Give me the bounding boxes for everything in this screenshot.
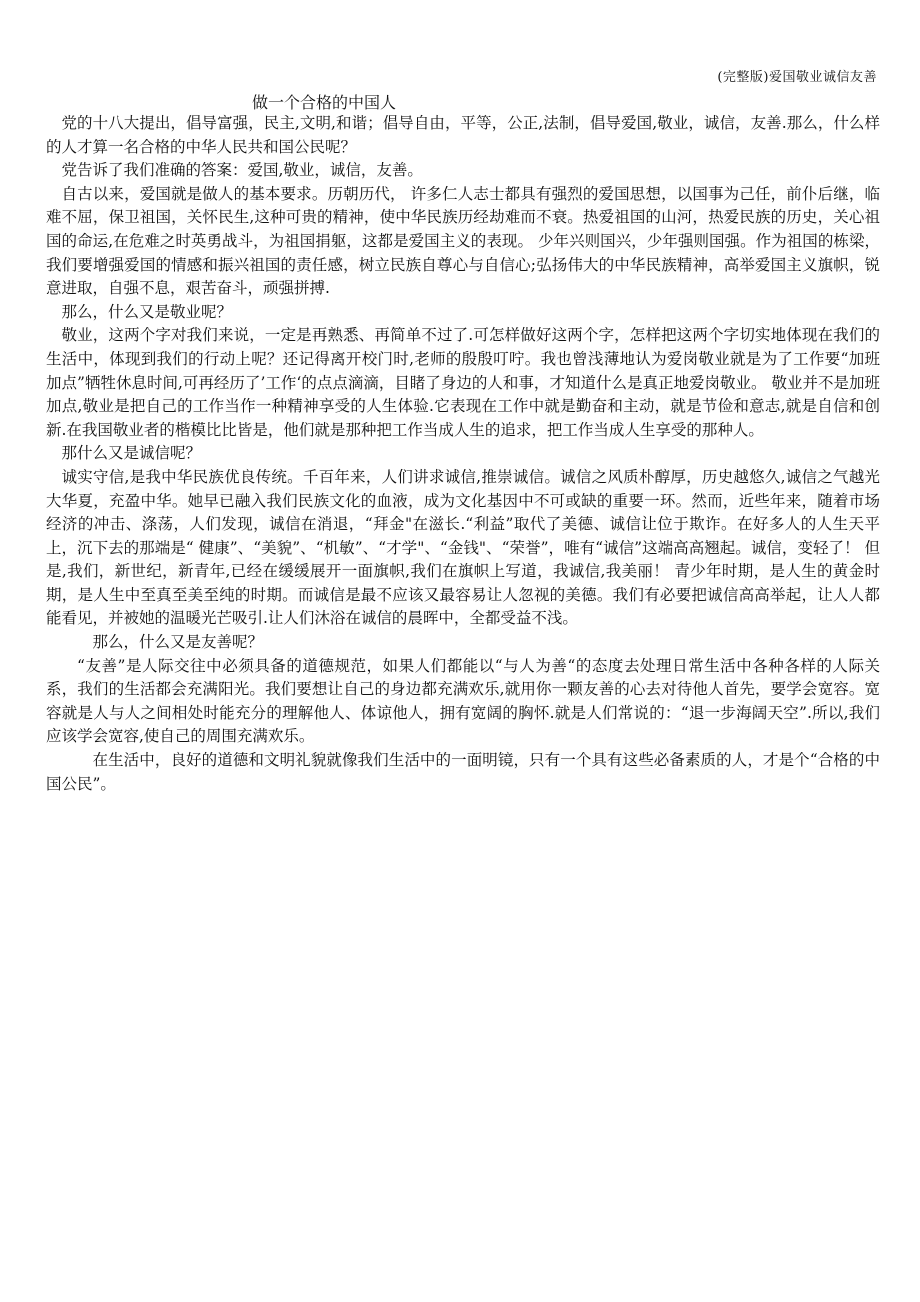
question-integrity: 那什么又是诚信呢？: [61, 444, 202, 463]
paragraph-friendliness: “友善”是人际交往中必须具备的道德规范，如果人们都能以“与人为善“的态度去处理日常生活中各种各样的人际关系，我们的生活都会充满阳光。我们要想让自己的身边都充满欢乐,就用你一颗友善的心去对待他人首先，要学会宽容。宽容就是人与人之间相处时能充分的理解他人、体谅他人，拥有宽阔的胸怀.就是人们常说的：“退一步海阔天空”.所以,我们应该学会宽容,使自己的周围充满欢乐。: [46, 656, 880, 746]
paragraph-integrity: 诚实守信,是我中华民族优良传统。千百年来，人们讲求诚信,推崇诚信。诚信之风质朴醇厚，历史越悠久,诚信之气越光大华夏，充盈中华。她早已融入我们民族文化的血液，成为文化基因中不可或缺的重要一环。然而，近些年来，随着市场经济的冲击、涤荡，人们发现，诚信在消退，“拜金"在滋长.“利益”取代了美德、诚信让位于欺诈。在好多人的人生天平上，沉下去的那端是“ 健康”、“美貌”、“机敏”、“才学"、“金钱"、“荣誉”，唯有“诚信”这端高高翘起。诚信，变轻了！ 但是,我们，新世纪，新青年,已经在缓缓展开一面旗帜,我们在旗帜上写道，我诚信,我美丽！ 青少年时期，是人生的黄金时期，是人生中至真至美至纯的时期。而诚信是最不应该又最容易让人忽视的美德。我们有必要把诚信高高举起，让人人都能看见，并被她的温暖光芒吸引.让人们沐浴在诚信的晨晖中，全都受益不浅。: [46, 467, 880, 628]
paragraph-conclusion: 在生活中，良好的道德和文明礼貌就像我们生活中的一面明镜，只有一个具有这些必备素质的人，才是个“合格的中国公民”。: [46, 751, 880, 793]
paragraph-dedication: 敬业，这两个字对我们来说，一定是再熟悉、再简单不过了.可怎样做好这两个字，怎样把这两个字切实地体现在我们的生活中，体现到我们的行动上呢？还记得离开校门时,老师的殷殷叮咛。我也曾浅薄地认为爱岗敬业就是为了工作要“加班加点”牺牲休息时间,可再经历了’工作‘的点点滴滴，目睹了身边的人和事，才知道什么是真正地爱岗敬业。 敬业并不是加班加点,敬业是把自己的工作当作一种精神享受的人生体验.它表现在工作中就是勤奋和主动，就是节俭和意志,就是自信和创新.在我国敬业者的楷模比比皆是，他们就是那种把工作当成人生的追求，把工作当成人生享受的那种人。: [46, 326, 880, 439]
paragraph-intro: 党的十八大提出，倡导富强，民主,文明,和谐；倡导自由，平等，公正,法制，倡导爱国,敬业，诚信，友善.那么，什么样的人才算一名合格的中华人民共和国公民呢？: [46, 114, 880, 156]
document-body: [46, 112, 880, 796]
question-friendliness: 那么，什么又是友善呢？: [92, 633, 264, 652]
running-header: (完整版)爱国敬业诚信友善: [717, 70, 877, 85]
paragraph-patriotism: 自古以来，爱国就是做人的基本要求。历朝历代， 许多仁人志士都具有强烈的爱国思想，以国事为己任，前仆后继，临难不屈，保卫祖国，关怀民生,这种可贵的精神，使中华民族历经劫难而不衰。热爱祖国的山河，热爱民族的历史，关心祖国的命运,在危难之时英勇战斗，为祖国捐躯，这都是爱国主义的表现。 少年兴则国兴，少年强则国强。作为祖国的栋梁，我们要增强爱国的情感和振兴祖国的责任感，树立民族自尊心与自信心;弘扬伟大的中华民族精神，高举爱国主义旗帜，锐意进取，自强不息，艰苦奋斗，顽强拼搏.: [46, 184, 880, 298]
document-title: 做一个合格的中国人: [252, 93, 397, 112]
paragraph-answer: 党告诉了我们准确的答案：爱国,敬业，诚信，友善。: [61, 161, 423, 180]
question-dedication: 那么，什么又是敬业呢？: [61, 302, 233, 321]
